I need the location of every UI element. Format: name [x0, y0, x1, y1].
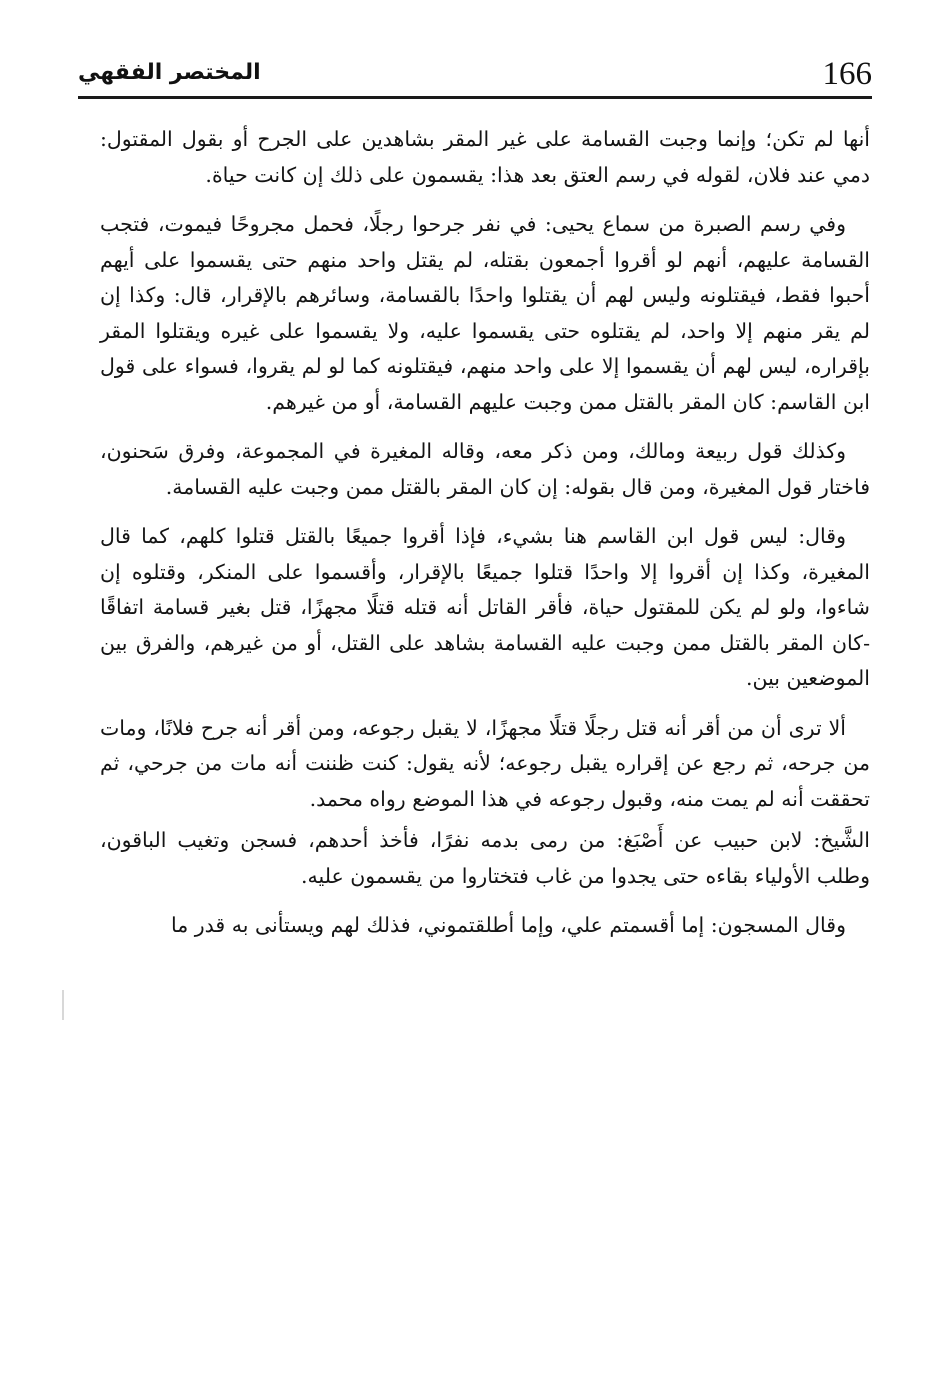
paragraph: الشَّيخ: لابن حبيب عن أَصْبَغ: من رمى بدمه نفرًا، فأخذ أحدهم، فسجن وتغيب الباقون، وطلب الأولياء بقاءه حتى يجدوا من غاب فتختاروا من يقسمون عليه. [100, 828, 870, 888]
header-divider [78, 96, 872, 99]
paragraph: ألا ترى أن من أقر أنه قتل رجلًا قتلًا مجهزًا، لا يقبل رجوعه، ومن أقر أنه جرح فلانًا، ومات من جرحه، ثم رجع عن إقراره يقبل رجوعه؛ لأنه يقول: كنت ظننت أنه مات من جرحي، ثم تحققت أنه لم يمت منه، وقبول رجوعه في هذا الموضع رواه محمد. [100, 715, 870, 811]
body-text [100, 122, 870, 958]
page-header [78, 52, 872, 96]
page-number: 166 [822, 56, 872, 92]
paragraph: وكذلك قول ربيعة ومالك، ومن ذكر معه، وقاله المغيرة في المجموعة، وفرق سَحنون، فاختار قول المغيرة، ومن قال بقوله: إن كان المقر بالقتل ممن وجبت عليه القسامة. [100, 439, 870, 499]
paragraph: وقال: ليس قول ابن القاسم هنا بشيء، فإذا أقروا جميعًا بالقتل قتلوا كلهم، كما قال المغيرة، وكذا إن أقروا إلا واحدًا قتلوا جميعًا بالإقرار، وأقسموا على المنكر، وقتلوه إن شاءوا، ولو لم يكن للمقتول حياة، فأقر القاتل أنه قتله قتلًا مجهزًا، قتل بغير قسامة اتفاقًا -كان المقر بالقتل ممن وجبت عليه القسامة بشاهد على القتل، أو من غيرهم، والفرق بين الموضعين بين. [100, 524, 870, 690]
paragraph: أنها لم تكن؛ وإنما وجبت القسامة على غير المقر بشاهدين على الجرح أو بقول المقتول: دمي عند فلان، لقوله في رسم العتق بعد هذا: يقسمون على ذلك إن كانت حياة. [100, 127, 870, 187]
running-title: المختصر الفقهي [78, 60, 261, 85]
paragraph: وفي رسم الصبرة من سماع يحيى: في نفر جرحوا رجلًا، فحمل مجروحًا فيموت، فتجب القسامة عليهم، أنهم لو أقروا أجمعون بقتله، لم يقتل واحد منهم حتى يقسموا على أيهم أحبوا فقط، فيقتلونه وليس لهم أن يقتلوا واحدًا بالقسامة، وسائرهم بالإقرار، قال: وكذا إن لم يقر منهم إلا واحد، لم يقتلوه حتى يقسموا عليه، ولا يقسموا على غيره ويقتلوا المقر بإقراره، ليس لهم أن يقسموا إلا على واحد منهم، فيقتلونه كما لو لم يقروا، فسواء على قول ابن القاسم: كان المقر بالقتل ممن وجبت عليهم القسامة، أو من غيرهم. [100, 212, 870, 414]
paragraph: وقال المسجون: إما أقسمتم علي، وإما أطلقتموني، فذلك لهم ويستأنى به قدر ما [171, 913, 846, 937]
margin-mark [62, 990, 64, 1020]
